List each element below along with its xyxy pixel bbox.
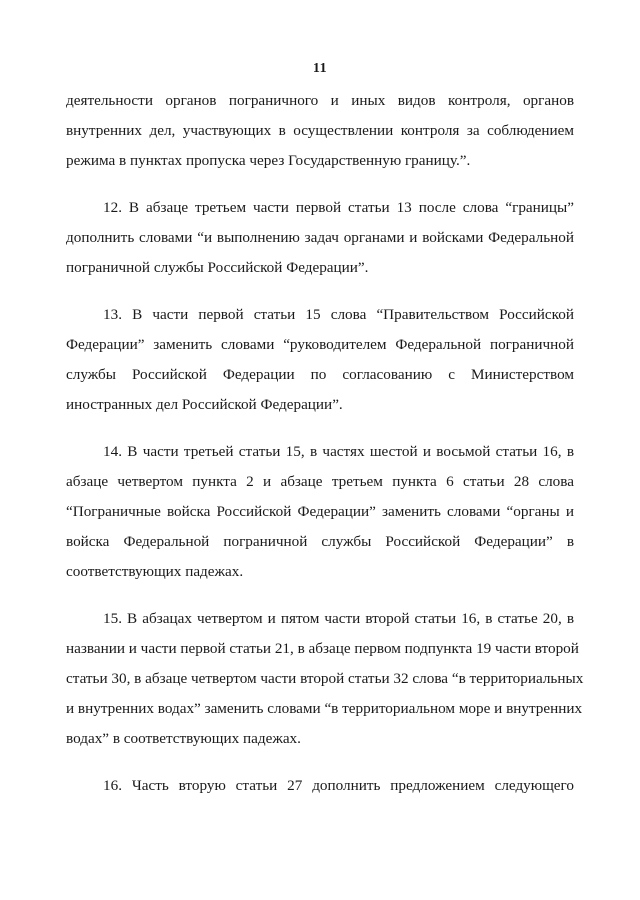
text-line: абзаце четвертом пункта 2 и абзаце третьем пункта 6 статьи 28 слова — [66, 473, 574, 490]
text-line: дополнить словами “и выполнению задач органами и войсками Федеральной — [66, 229, 574, 246]
paragraph-continuation — [66, 86, 574, 176]
text-line: режима в пунктах пропуска через Государственную границу.”. — [66, 152, 471, 169]
text-line: войска Федеральной пограничной службы Российской Федерации” в — [66, 533, 574, 550]
document-body — [66, 86, 584, 818]
text-line: 13. В части первой статьи 15 слова “Правительством Российской — [103, 306, 574, 323]
paragraph-item-13 — [66, 300, 574, 420]
page-number: 11 — [312, 61, 328, 76]
text-line: иностранных дел Российской Федерации”. — [66, 396, 343, 413]
text-line: названии и части первой статьи 21, в абзаце первом подпункта 19 части второй — [66, 640, 579, 657]
paragraph-item-12 — [66, 193, 574, 283]
text-line: деятельности органов пограничного и иных видов контроля, органов — [66, 92, 574, 109]
text-line: Федерации” заменить словами “руководителем Федеральной пограничной — [66, 336, 574, 353]
text-line: соответствующих падежах. — [66, 563, 244, 580]
text-line: 16. Часть вторую статьи 27 дополнить предложением следующего — [103, 777, 574, 794]
text-line: внутренних дел, участвующих в осуществлении контроля за соблюдением — [66, 122, 574, 139]
text-line: статьи 30, в абзаце четвертом части второй статьи 32 слова “в территориальных — [66, 670, 584, 687]
text-line: “Пограничные войска Российской Федерации” заменить словами “органы и — [66, 503, 574, 520]
text-line: 15. В абзацах четвертом и пятом части второй статьи 16, в статье 20, в — [103, 610, 574, 627]
paragraph-item-14 — [66, 437, 574, 587]
text-line: водах” в соответствующих падежах. — [66, 730, 301, 747]
text-line: 14. В части третьей статьи 15, в частях шестой и восьмой статьи 16, в — [103, 443, 574, 460]
text-line: и внутренних водах” заменить словами “в территориальном море и внутренних — [66, 700, 583, 717]
paragraph-item-16 — [66, 771, 574, 801]
text-line: пограничной службы Российской Федерации”. — [66, 259, 369, 276]
text-line: 12. В абзаце третьем части первой статьи 13 после слова “границы” — [103, 199, 574, 216]
text-line: службы Российской Федерации по согласованию с Министерством — [66, 366, 574, 383]
paragraph-item-15 — [66, 604, 584, 754]
